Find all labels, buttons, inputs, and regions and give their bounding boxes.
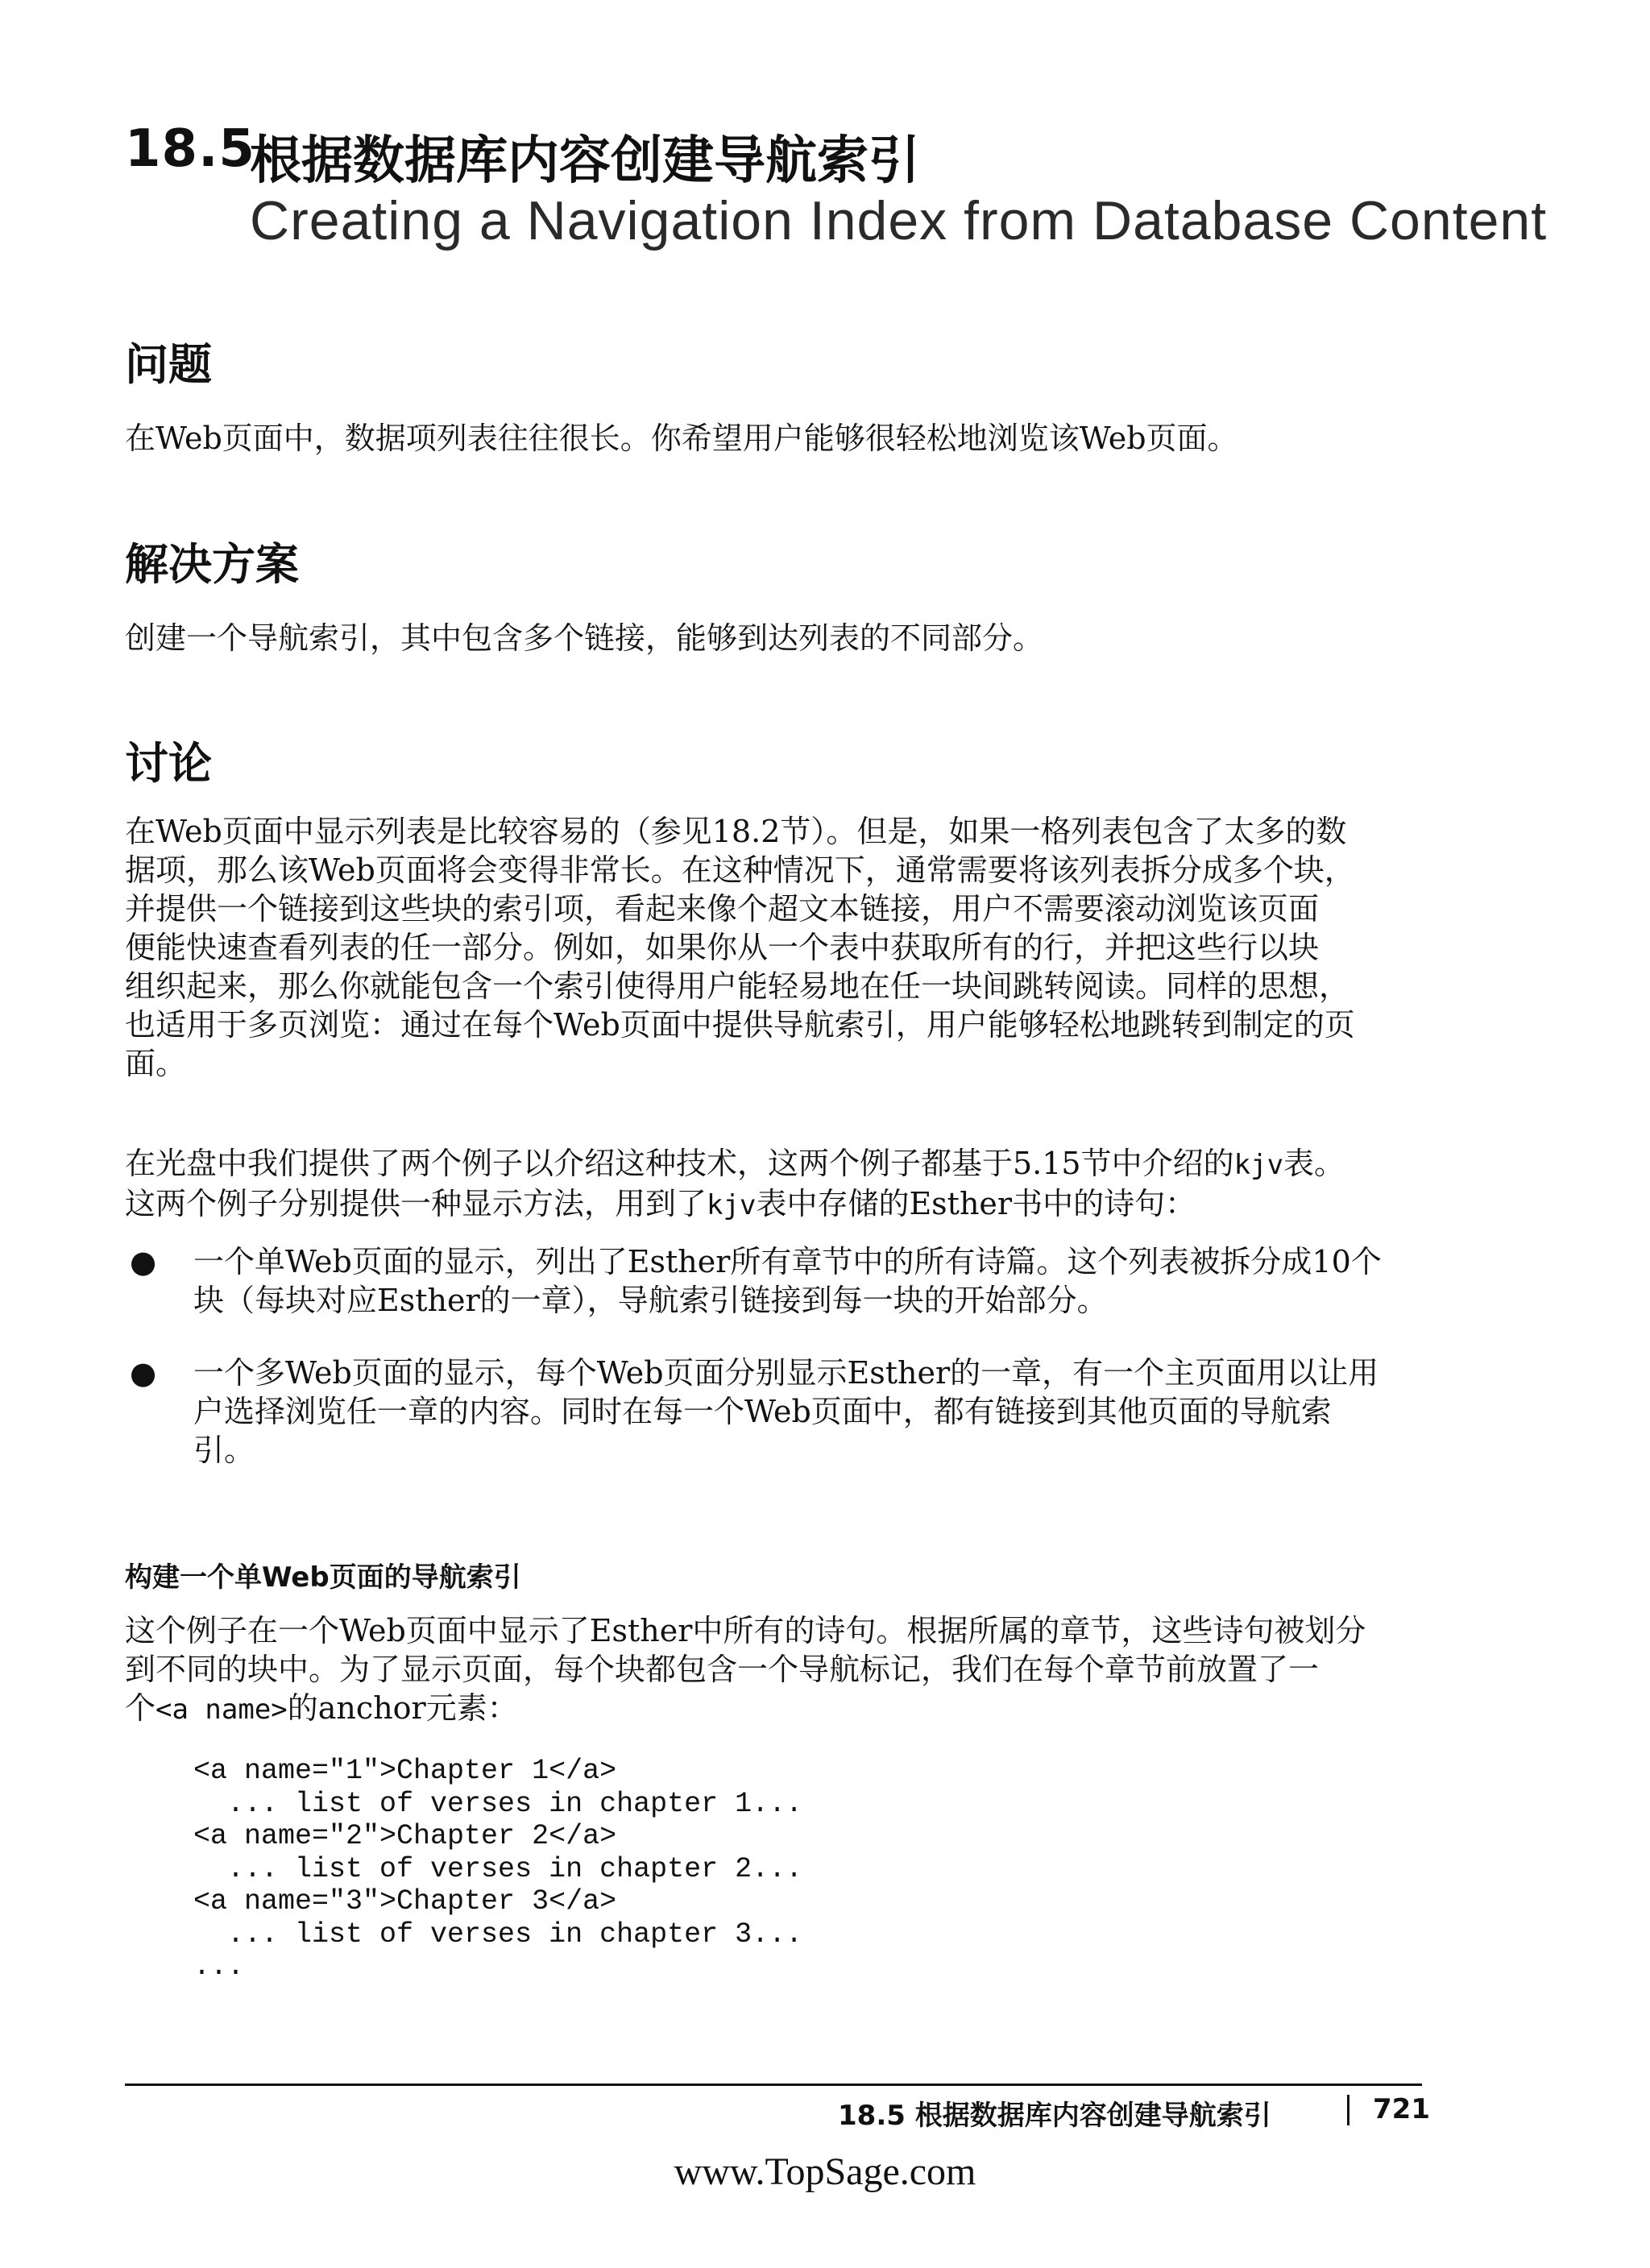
paragraph-line: 到不同的块中。为了显示页面，每个块都包含一个导航标记，我们在每个章节前放置了一 [125,1652,1320,1687]
text-run: 的anchor元素： [287,1690,518,1726]
paragraph-line [125,1689,1422,1729]
footer-separator [1347,2095,1349,2125]
paragraph-line: 也适用于多页浏览：通过在每个Web页面中提供导航索引，用户能够轻松地跳转到制定的页 [125,1007,1355,1043]
solution-text [125,619,1422,657]
discussion-paragraph-1 [125,812,1422,1083]
bullet-text [193,1354,1418,1470]
paragraph-line: 面。 [125,1046,187,1081]
paragraph-line: 在Web页面中显示列表是比较容易的（参见18.2节）。但是，如果一格列表包含了太多的数 [125,814,1347,849]
paragraph-line [125,1184,1422,1225]
paragraph-line: 据项，那么该Web页面将会变得非常长。在这种情况下，通常需要将该列表拆分成多个块， [125,852,1355,888]
section-number: 18.5 [125,119,255,179]
text-run: 表中存储的Esther书中的诗句： [756,1186,1196,1221]
paragraph-line: 便能快速查看列表的任一部分。例如，如果你从一个表中获取所有的行，并把这些行以块 [125,930,1320,965]
paragraph-line: 这个例子在一个Web页面中显示了Esther中所有的诗句。根据所属的章节，这些诗句被划分 [125,1613,1366,1648]
subsection-paragraph [125,1611,1422,1729]
solution-heading: 解决方案 [125,539,299,590]
footer-divider [125,2083,1422,2086]
bullet-line: 一个单Web页面的显示，列出了Esther所有章节中的所有诗篇。这个列表被拆分成10个 [193,1244,1382,1279]
inline-code-kjv: kjv [707,1189,757,1221]
bullet-line: 一个多Web页面的显示，每个Web页面分别显示Esther的一章，有一个主页面用以让用 [193,1355,1379,1391]
discussion-paragraph-2 [125,1144,1422,1225]
paragraph-line: 组织起来，那么你就能包含一个索引使得用户能轻易地在任一块间跳转阅读。同样的思想， [125,968,1350,1004]
subsection-heading: 构建一个单Web页面的导航索引 [125,1561,521,1594]
bullet-line: 引。 [193,1433,255,1468]
text-run: 个 [125,1690,156,1726]
paragraph-line [125,1144,1422,1184]
bullet-line: 块（每块对应Esther的一章），导航索引链接到每一块的开始部分。 [193,1283,1108,1318]
bullet-dot-icon: ● [130,1355,157,1391]
inline-code-a-name: <a name> [155,1694,288,1726]
section-title-zh: 根据数据库内容创建导航索引 [250,131,920,191]
bullet-dot-icon: ● [130,1244,157,1279]
paragraph-line: 并提供一个链接到这些块的索引项，看起来像个超文本链接，用户不需要滚动浏览该页面 [125,891,1320,927]
bullet-text [193,1242,1418,1320]
inline-code-kjv: kjv [1233,1149,1284,1181]
discussion-heading: 讨论 [125,738,212,789]
solution-line: 创建一个导航索引，其中包含多个链接，能够到达列表的不同部分。 [125,620,1044,656]
code-block: <a name="1">Chapter 1</a> ... list of verses in chapter 1... <a name="2">Chapter 2</a> ... list of verses in chapter 2... <a name="3">Chapter 3</a> ... list of verses in chapter 3... ... [193,1755,803,1983]
page-number: 721 [1373,2093,1430,2125]
text-run: 表。 [1283,1146,1345,1181]
problem-line: 在Web页面中，数据项列表往往很长。你希望用户能够很轻松地浏览该Web页面。 [125,421,1238,456]
problem-heading: 问题 [125,339,212,390]
footer-running-title: 18.5 根据数据库内容创建导航索引 [838,2100,1271,2132]
bullet-line: 户选择浏览任一章的内容。同时在每一个Web页面中，都有链接到其他页面的导航索 [193,1394,1332,1429]
text-run: 在光盘中我们提供了两个例子以介绍这种技术，这两个例子都基于5.15节中介绍的 [125,1146,1234,1181]
text-run: 这两个例子分别提供一种显示方法，用到了 [125,1186,707,1221]
section-title-en: Creating a Navigation Index from Database Content [250,190,1548,251]
site-watermark: www.TopSage.com [674,2150,976,2193]
problem-text [125,419,1422,458]
